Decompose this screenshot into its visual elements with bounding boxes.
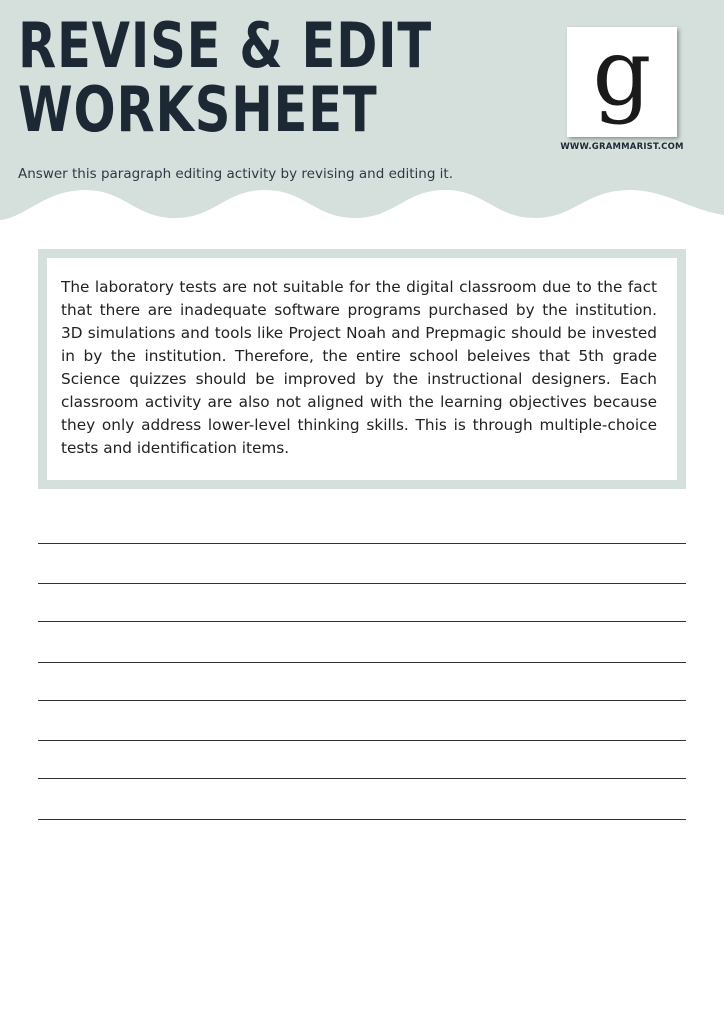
logo-g-icon: g	[592, 19, 652, 126]
answer-line[interactable]	[38, 583, 686, 584]
answer-line[interactable]	[38, 621, 686, 622]
instructions-text: Answer this paragraph editing activity by revising and editing it.	[18, 166, 454, 182]
answer-line[interactable]	[38, 819, 686, 820]
answer-line[interactable]	[38, 662, 686, 663]
passage-frame	[38, 249, 686, 489]
answer-line[interactable]	[38, 778, 686, 779]
title-line-1: REVISE & EDIT	[18, 9, 433, 82]
worksheet-title	[18, 9, 433, 146]
logo-url: WWW.GRAMMARIST.COM	[560, 142, 684, 152]
grammarist-logo	[567, 19, 677, 137]
title-line-2: WORKSHEET	[18, 73, 378, 146]
answer-line[interactable]	[38, 700, 686, 701]
answer-line[interactable]	[38, 543, 686, 544]
answer-line[interactable]	[38, 740, 686, 741]
passage-box	[47, 258, 677, 480]
passage-paragraph: The laboratory tests are not suitable for the digital classroom due to the fact that there are inadequate software programs purchased by the institution. 3D simulations and tools like Project Noah and Prepmagic should be invested in by the institution. Therefore, the entire school beleives that 5th grade Science quizzes should be improved by the instructional designers. Each classroom activity are also not aligned with the learning objectives because they only address lower-level thinking skills. This is through multiple-choice tests and identification items.	[61, 278, 657, 457]
